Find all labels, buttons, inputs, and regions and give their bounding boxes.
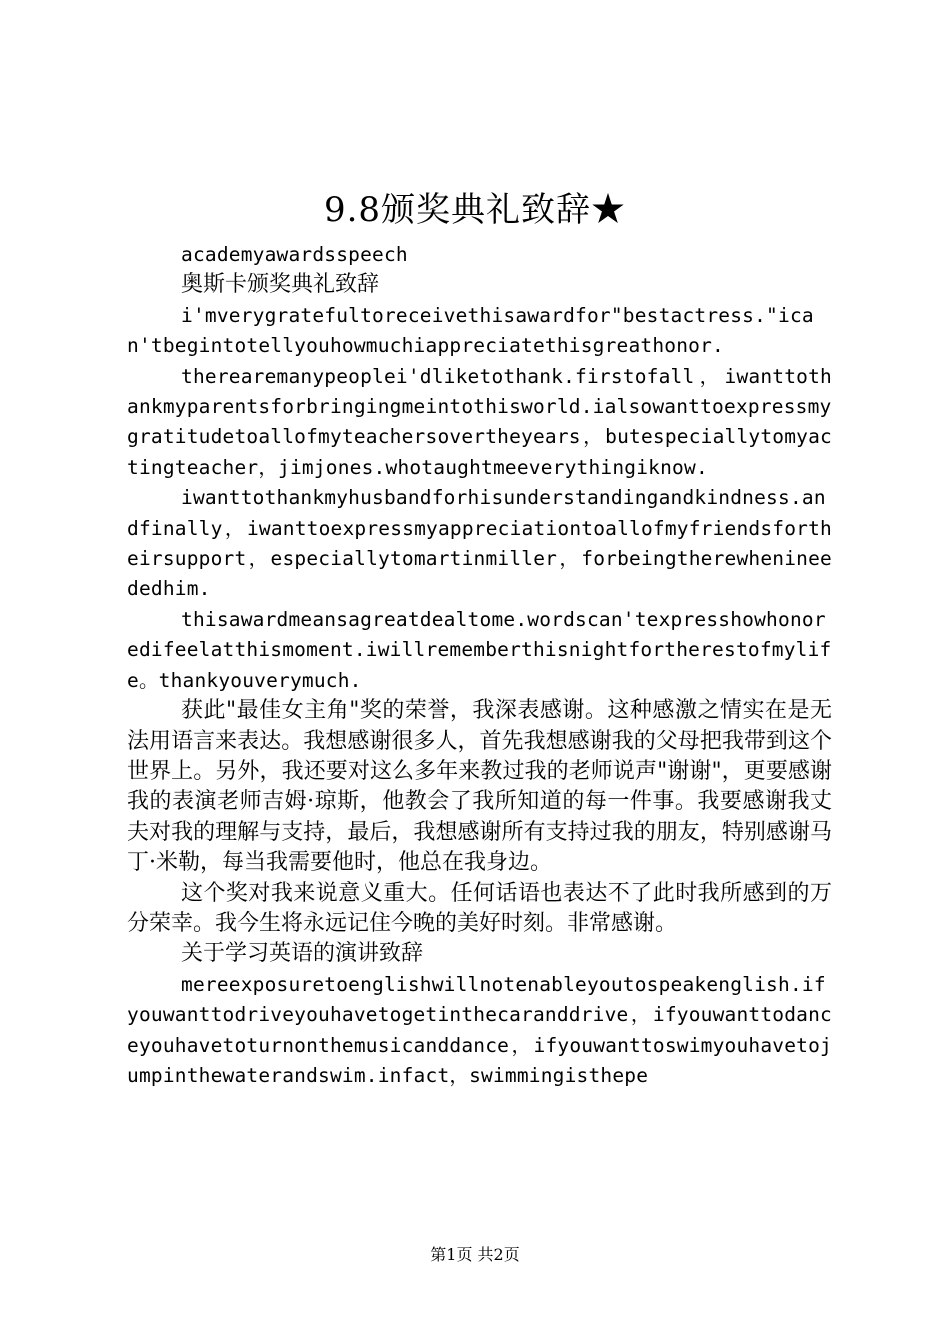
document-title: 9.8颁奖典礼致辞★ — [323, 190, 627, 230]
paragraph-en-1: i'mverygratefultoreceivethisawardfor"bestactress."ican'tbegintotellyouhowmuchiappreciatethisgreathonor. — [127, 303, 814, 358]
paragraph-speech-heading-en: academyawardsspeech — [181, 243, 408, 266]
paragraph-zh-2: 这个奖对我来说意义重大。任何话语也表达不了此时我所感到的万分荣幸。我今生将永远记住今晚的美好时刻。非常感谢。 — [127, 880, 832, 936]
paragraph-en-3: iwanttothankmyhusbandforhisunderstandingandkindness.andfinally，iwanttoexpressmyappreciationtoallofmyfriendsfortheirsupport，especiallytomartinmiller，forbeingtherewhenineededhim. — [127, 486, 832, 601]
paragraph-speech-heading-zh: 奥斯卡颁奖典礼致辞 — [181, 272, 380, 298]
paragraph-zh-1: 获此"最佳女主角"奖的荣誉，我深表感谢。这种感激之情实在是无法用语言来表达。我想感谢很多人，首先我想感谢我的父母把我带到这个世界上。另外，我还要对这么多年来教过我的老师说声"谢谢"，更要感谢我的表演老师吉姆·琼斯，他教会了我所知道的每一件事。我要感谢我丈夫对我的理解与支持，最后，我想感谢所有支持过我的朋友，特别感谢马丁·米勒，每当我需要他时，他总在我身边。 — [127, 698, 832, 876]
section-heading-english-learning: 关于学习英语的演讲致辞 — [181, 941, 424, 967]
page-number-footer: 第1页 共2页 — [430, 1245, 520, 1264]
paragraph-en-2: therearemanypeoplei'dliketothank.firstofall，iwanttothankmyparentsforbringingmeintothisworld.ialsowanttoexpressmygratitudetoallofmyteachersovertheyears，butespeciallytomyactingteacher，jimjones.whotaughtmeeverythingiknow. — [127, 364, 832, 479]
paragraph-en-4: thisawardmeansagreatdealtome.wordscan'texpresshowhonoredifeelatthismoment.iwillrememberthisnightfortherestofmylife。thankyouverymuch. — [127, 607, 832, 692]
paragraph-en-5: mereexposuretoenglishwillnotenableyoutospeakenglish.ifyouwanttodriveyouhavetogetinthecaranddrive，ifyouwanttodanceyouhavetoturnonthemusicanddance，ifyouwanttoswimyouhavetojumpinthewaterandswim.infact，swimmingisthepe — [127, 972, 832, 1087]
document-body — [127, 240, 832, 1091]
